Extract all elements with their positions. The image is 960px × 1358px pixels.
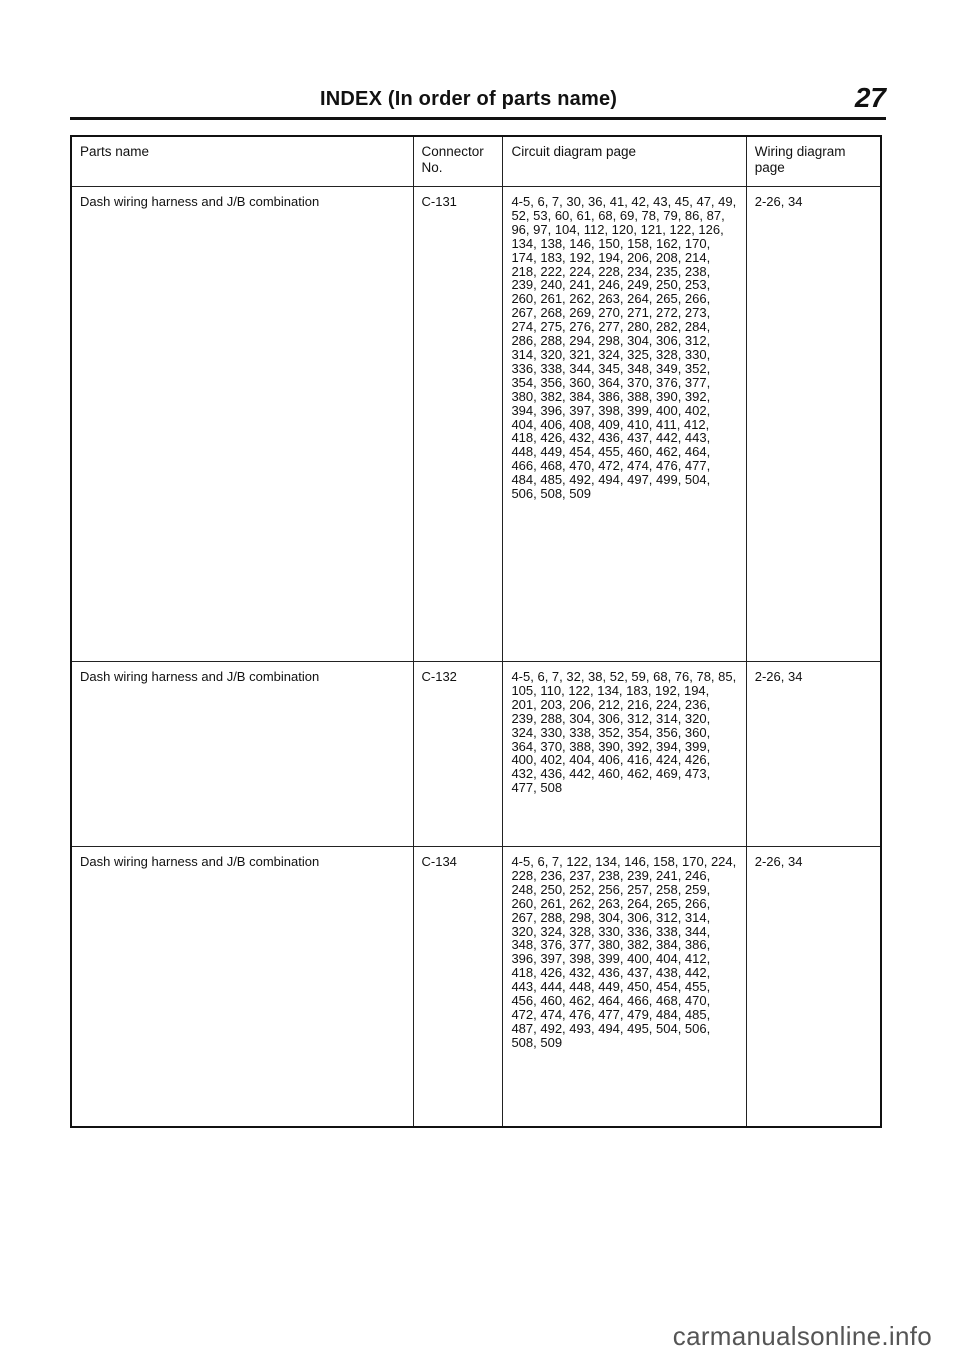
parts-name-cell: Dash wiring harness and J/B combination [71,847,413,1127]
parts-index-table [70,135,882,1128]
table-row [71,847,881,1127]
wiring-pages-cell: 2-26, 34 [746,662,881,847]
parts-name-cell: Dash wiring harness and J/B combination [71,662,413,847]
page-header [70,82,886,116]
column-header-connector: Connector No. [413,136,503,187]
circuit-pages-cell: 4-5, 6, 7, 30, 36, 41, 42, 43, 45, 47, 49, 52, 53, 60, 61, 68, 69, 78, 79, 86, 87, 96, 97, 104, 112, 120, 121, 122, 126, 134, 138, 146, 150, 158, 162, 170, 174, 183, 192, 194, 206, 208, 214, 218, 222, 224, 228, 234, 235, 238, 239, 240, 241, 246, 249, 250, 253, 260, 261, 262, 263, 264, 265, 266, 267, 268, 269, 270, 271, 272, 273, 274, 275, 276, 277, 280, 282, 284, 286, 288, 294, 298, 304, 306, 312, 314, 320, 321, 324, 325, 328, 330, 336, 338, 344, 345, 348, 349, 352, 354, 356, 360, 364, 370, 376, 377, 380, 382, 384, 386, 388, 390, 392, 394, 396, 397, 398, 399, 400, 402, 404, 406, 408, 409, 410, 411, 412, 418, 426, 432, 436, 437, 442, 443, 448, 449, 454, 455, 460, 462, 464, 466, 468, 470, 472, 474, 476, 477, 484, 485, 492, 494, 497, 499, 504, 506, 508, 509 [503,187,746,662]
connector-cell: C-132 [413,662,503,847]
column-header-parts-name: Parts name [71,136,413,187]
table-header-row [71,136,881,187]
page-number: 27 [854,82,886,113]
connector-cell: C-134 [413,847,503,1127]
table-row [71,662,881,847]
page-title: INDEX (In order of parts name) [320,88,618,110]
circuit-pages-cell: 4-5, 6, 7, 32, 38, 52, 59, 68, 76, 78, 85, 105, 110, 122, 134, 183, 192, 194, 201, 203, 206, 212, 216, 224, 236, 239, 288, 304, 306, 312, 314, 320, 324, 330, 338, 352, 354, 356, 360, 364, 370, 388, 390, 392, 394, 399, 400, 402, 404, 406, 416, 424, 426, 432, 436, 442, 460, 462, 469, 473, 477, 508 [503,662,746,847]
wiring-pages-cell: 2-26, 34 [746,187,881,662]
column-header-circuit-page: Circuit diagram page [503,136,746,187]
parts-name-cell: Dash wiring harness and J/B combination [71,187,413,662]
watermark: carmanualsonline.info [672,1321,932,1351]
connector-cell: C-131 [413,187,503,662]
circuit-pages-cell: 4-5, 6, 7, 122, 134, 146, 158, 170, 224, 228, 236, 237, 238, 239, 241, 246, 248, 250, 252, 256, 257, 258, 259, 260, 261, 262, 263, 264, 265, 266, 267, 288, 298, 304, 306, 312, 314, 320, 324, 328, 330, 336, 338, 344, 348, 376, 377, 380, 382, 384, 386, 396, 397, 398, 399, 400, 404, 412, 418, 426, 432, 436, 437, 438, 442, 443, 444, 448, 449, 450, 454, 455, 456, 460, 462, 464, 466, 468, 470, 472, 474, 476, 477, 479, 484, 485, 487, 492, 493, 494, 495, 504, 506, 508, 509 [503,847,746,1127]
wiring-pages-cell: 2-26, 34 [746,847,881,1127]
header-divider [70,117,886,120]
table-row [71,187,881,662]
column-header-wiring-page: Wiring diagram page [746,136,881,187]
